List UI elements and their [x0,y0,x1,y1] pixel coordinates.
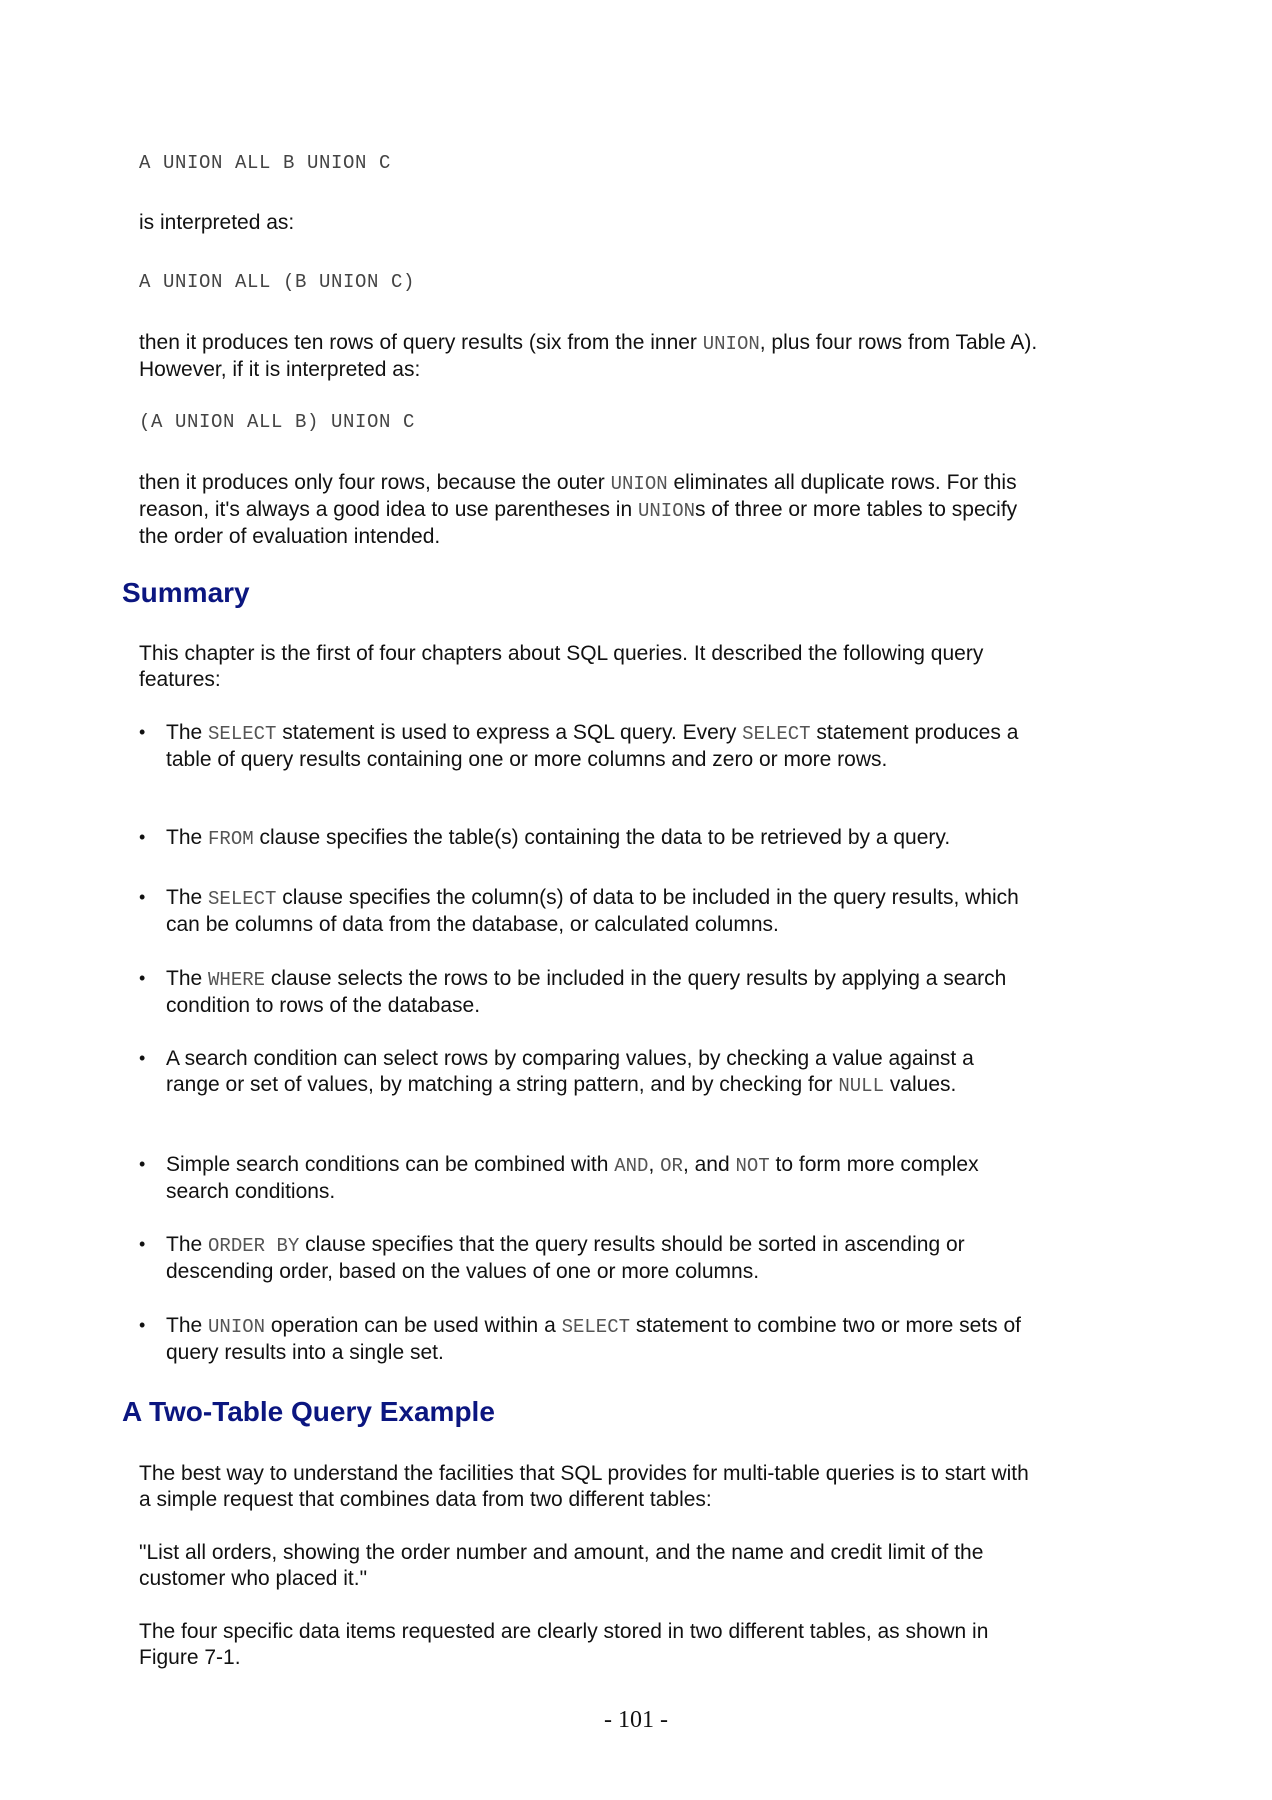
paragraph-quote: "List all orders, showing the order number and amount, and the name and credit limit of the customer who placed it." [139,1541,984,1590]
list-item: • The SELECT statement is used to express a SQL query. Every SELECT statement produces a table of query results containing one or more columns and zero or more rows. [139,721,1019,771]
bullet-icon: • [139,1234,146,1254]
list-item: • The UNION operation can be used within a SELECT statement to combine two or more sets of query results into a single set. [139,1314,1022,1364]
paragraph: then it produces ten rows of query results (six from the inner UNION, plus four rows from Table A). However, if it is interpreted as: [139,331,1038,381]
bullet-icon: • [139,887,146,907]
paragraph: The four specific data items requested are clearly stored in two different tables, as shown in Figure 7-1. [139,1620,989,1669]
list-item: • The SELECT clause specifies the column(s) of data to be included in the query results, which can be columns of data from the database, or calculated columns. [139,886,1019,936]
inline-code: UNION [638,500,696,522]
page-number: - 101 - [604,1707,668,1733]
section-heading-two-table: A Two-Table Query Example [122,1396,495,1427]
list-item: • The ORDER BY clause specifies that the query results should be sorted in ascending or descending order, based on the values of one or more columns. [139,1233,965,1283]
paragraph: then it produces only four rows, because the outer UNION eliminates all duplicate rows. For this reason, it's always a good idea to use parentheses in UNIONs of three or more tables to specify the order of evaluation intended. [139,471,1018,548]
bullet-icon: • [139,968,146,988]
inline-code: UNION [702,333,760,355]
paragraph: The best way to understand the facilities that SQL provides for multi-table queries is to start with a simple request that combines data from two different tables: [139,1462,1029,1511]
code-line: A UNION ALL (B UNION C) [139,271,416,293]
list-item: • The WHERE clause selects the rows to be included in the query results by applying a search condition to rows of the database. [139,967,1007,1017]
code-line: A UNION ALL B UNION C [139,152,392,174]
paragraph-interpreted: is interpreted as: [139,211,295,234]
code-line: (A UNION ALL B) UNION C [139,411,416,433]
bullet-icon: • [139,827,146,847]
bullet-icon: • [139,722,146,742]
bullet-icon: • [139,1315,146,1335]
summary-intro: This chapter is the first of four chapters about SQL queries. It described the following query features: [139,642,984,691]
bullet-icon: • [139,1154,146,1174]
list-item: • A search condition can select rows by comparing values, by checking a value against a range or set of values, by matching a string pattern, and by checking for NULL values. [139,1047,974,1097]
list-item: • The FROM clause specifies the table(s) containing the data to be retrieved by a query. [139,826,951,850]
inline-code: UNION [610,473,668,495]
bullet-icon: • [139,1048,146,1068]
section-heading-summary: Summary [122,577,250,608]
list-item: • Simple search conditions can be combined with AND, OR, and NOT to form more complex search conditions. [139,1153,979,1203]
